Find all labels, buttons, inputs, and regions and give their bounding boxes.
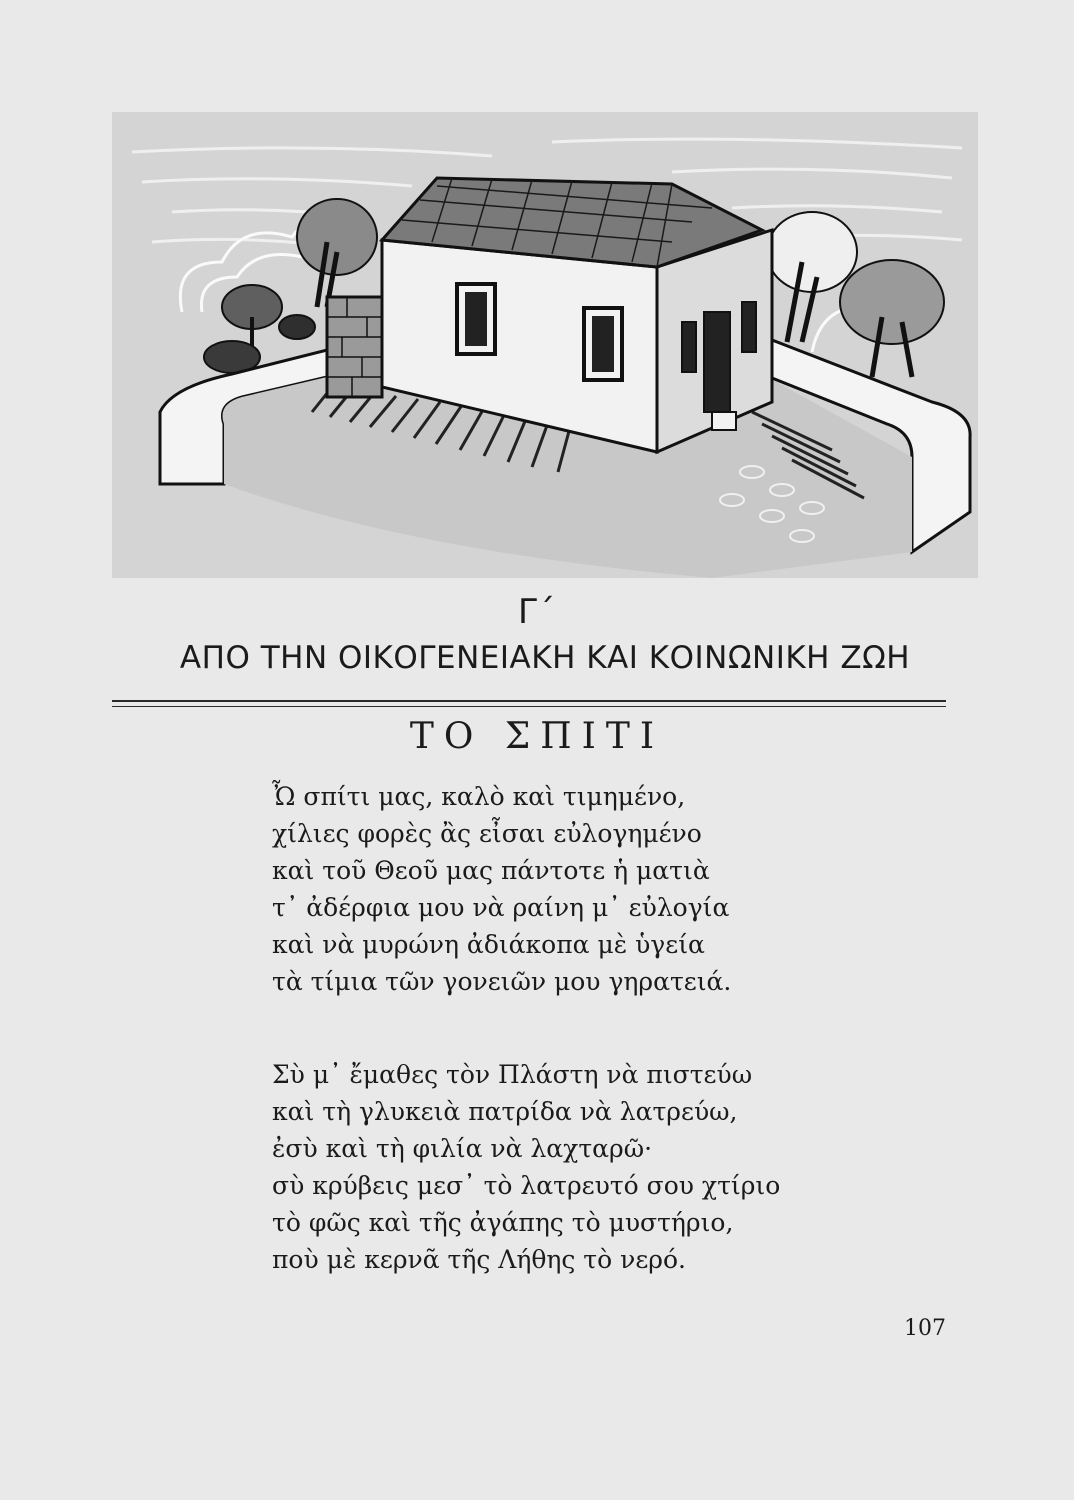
poem-line: καὶ νὰ μυρώνη ἀδιάκοπα μὲ ὑγεία bbox=[272, 930, 705, 959]
poem-stanza-1 bbox=[272, 778, 892, 1000]
divider-rule-thin bbox=[112, 706, 946, 707]
poem-line: χίλιες φορὲς ἂς εἶσαι εὐλογημένο bbox=[272, 819, 702, 848]
poem-line: ἐσὺ καὶ τὴ φιλία νὰ λαχταρῶ· bbox=[272, 1134, 653, 1163]
poem-line: καὶ τοῦ Θεοῦ μας πάντοτε ἡ ματιὰ bbox=[272, 856, 710, 885]
poem-stanza-2 bbox=[272, 1056, 892, 1278]
poem-line: τ᾿ ἀδέρφια μου νὰ ραίνη μ᾿ εὐλογία bbox=[272, 893, 730, 922]
page-number: 107 bbox=[904, 1316, 946, 1341]
poem-line: σὺ κρύβεις μεσ᾿ τὸ λατρευτό σου χτίριο bbox=[272, 1171, 781, 1200]
poem-line: ποὺ μὲ κερνᾶ τῆς Λήθης τὸ νερό. bbox=[272, 1245, 686, 1274]
poem-line: Ὦ σπίτι μας, καλὸ καὶ τιμημένο, bbox=[272, 782, 686, 811]
poem-line: τὸ φῶς καὶ τῆς ἀγάπης τὸ μυστήριο, bbox=[272, 1208, 734, 1237]
divider-rule bbox=[112, 700, 946, 702]
poem-line: καὶ τὴ γλυκειὰ πατρίδα νὰ λατρεύω, bbox=[272, 1097, 738, 1126]
poem-line: Σὺ μ᾿ ἔμαθες τὸν Πλάστη νὰ πιστεύω bbox=[272, 1060, 753, 1089]
chapter-letter: Γ΄ bbox=[518, 592, 556, 632]
house-woodcut-illustration bbox=[112, 112, 978, 578]
poem-title: ΤΟ ΣΠΙΤΙ bbox=[409, 716, 665, 757]
section-title: ΑΠΟ ΤΗΝ ΟΙΚΟΓΕΝΕΙΑΚΗ ΚΑΙ ΚΟΙΝΩΝΙΚΗ ΖΩΗ bbox=[179, 640, 911, 676]
poem-line: τὰ τίμια τῶν γονειῶν μου γηρατειά. bbox=[272, 967, 732, 996]
